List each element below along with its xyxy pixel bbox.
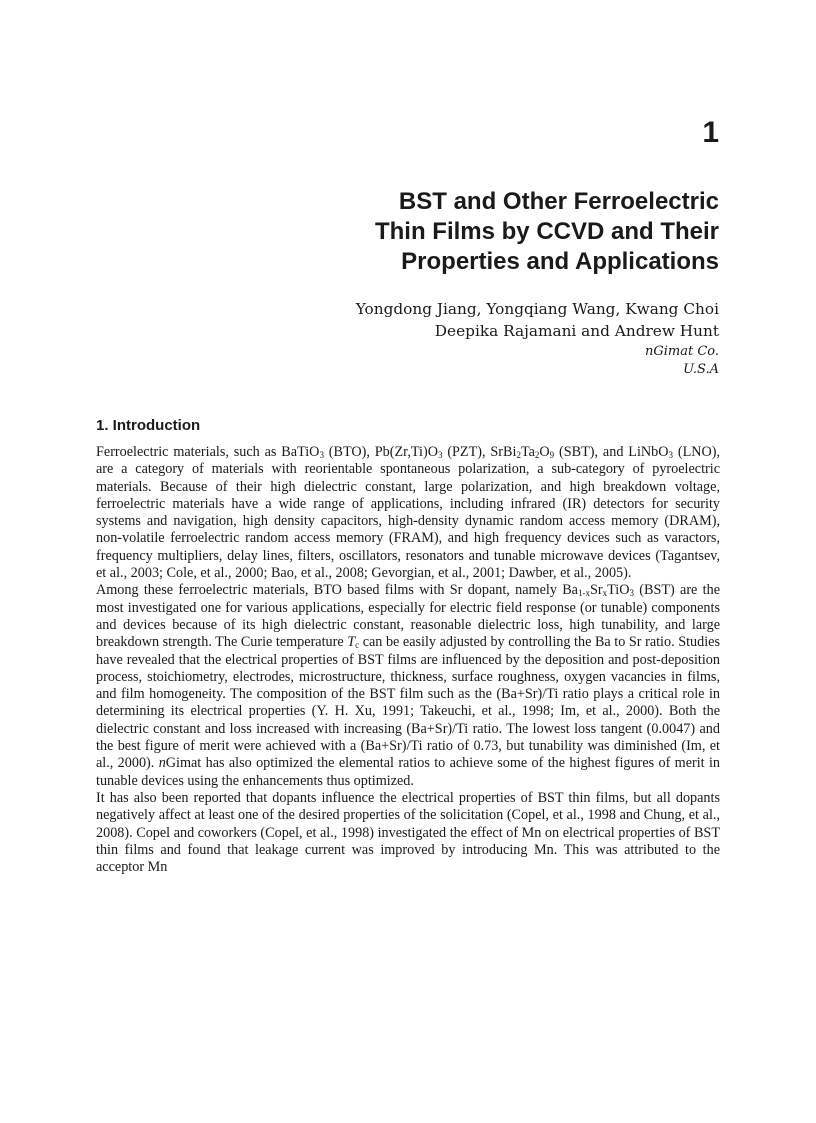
subscript: 3 (437, 450, 443, 460)
subscript: 2 (516, 450, 521, 460)
text-run: (PZT), SrBi (442, 444, 517, 460)
chapter-title-line-1: BST and Other Ferroelectric (398, 188, 719, 215)
chapter-title-line-3: Properties and Applications (401, 248, 719, 275)
affiliation-company: nGimat Co. (644, 344, 719, 359)
text-run: (LNO), are a category of materials with reorientable spontaneous polarization, a sub-category of pyroelectric materials. Because of their high dielectric constant, large polarization, and high breakdown voltage, ferroelectric materials have a wide range of applications, including infrared (IR) detectors for security systems and navigation, high density capacitors, high-density dynamic random access memory (DRAM), non-volatile ferroelectric random access memory (FRAM), and high frequency devices such as varactors, frequency multipliers, delay lines, filters, oscillators, resonators and tunable microwave devices (Tagantsev, et al., 2003; Cole, et al., 2000; Bao, et al., 2008; Gevorgian, et al., 2001; Dawber, et al., 2005). (96, 444, 721, 582)
text-run: O (539, 444, 550, 460)
body-text (96, 444, 720, 876)
affiliation (419, 343, 719, 379)
paragraph-2 (96, 582, 720, 790)
chapter-title (239, 187, 719, 277)
authors-line-2: Deepika Rajamani and Andrew Hunt (434, 322, 719, 340)
chapter-number: 1 (702, 116, 719, 149)
text-run: Ta (520, 444, 535, 460)
text-run: (SBT), and LiNbO (554, 444, 669, 460)
text-run: Gimat has also optimized the elemental ratios to achieve some of the highest figures of merit in tunable devices using the enhancements thus optimized. (96, 755, 720, 789)
text-run: can be easily adjusted by controlling the Ba to Sr ratio. Studies have revealed that the electrical properties of BST films are influenced by the deposition and post-deposition process, stoichiometry, electrodes, microstructure, thickness, surface roughness, oxygen vacancies in films, and film homogeneity. The composition of the BST film such as the (Ba+Sr)/Ti ratio plays a critical role in determining its electrical properties (Y. H. Xu, 1991; Takeuchi, et al., 1998; Im, et al., 2000). Both the dielectric constant and loss increased with increasing (Ba+Sr)/Ti ratio. The lowest loss tangent (0.0047) and the best figure of merit were achieved with a (Ba+Sr)/Ti ratio of 0.73, but tunability was diminished (Im, et al., 2000). (96, 634, 720, 772)
affiliation-country: U.S.A (683, 362, 719, 377)
subscript: 3 (319, 450, 324, 460)
subscript: 9 (549, 450, 555, 460)
author-list (199, 298, 719, 342)
subscript: c (355, 640, 360, 651)
subscript: x (602, 588, 608, 599)
authors-line-1: Yongdong Jiang, Yongqiang Wang, Kwang Choi (355, 300, 719, 318)
subscript: 3 (668, 450, 673, 460)
text-run: Among these ferroelectric materials, BTO based films with Sr dopant, namely Ba (96, 582, 578, 599)
text-run: TiO (607, 582, 630, 599)
text-run: Sr (589, 582, 603, 599)
paragraph-1 (96, 444, 720, 582)
chapter-title-line-2: Thin Films by CCVD and Their (374, 218, 719, 245)
italic-symbol: T (347, 634, 356, 651)
subscript: 2 (534, 450, 540, 460)
text-run: (BST) are the most investigated one for various applications, especially for electric field response (or tunable) components and devices because of its high dielectric constant, reasonable dielectric loss, high tunability, and large breakdown strength. The Curie temperature (96, 582, 720, 651)
italic-prefix: n (158, 755, 166, 772)
paragraph-3: It has also been reported that dopants influence the electrical properties of BST thin films, but all dopants negatively affect at least one of the desired properties of the solicitation (Copel, et al., 1998 and Chung, et al., 2008). Copel and coworkers (Copel, et al., 1998) investigated the effect of Mn on electrical properties of BST thin films and found that leakage current was improved by introducing Mn. This was attributed to the acceptor Mn (96, 789, 720, 876)
section-heading: 1. Introduction (96, 417, 201, 434)
subscript: 1-x (577, 588, 590, 599)
text-run: (BTO), Pb(Zr,Ti)O (323, 444, 438, 460)
subscript: 3 (629, 588, 634, 599)
text-run: Ferroelectric materials, such as BaTiO (96, 444, 320, 460)
